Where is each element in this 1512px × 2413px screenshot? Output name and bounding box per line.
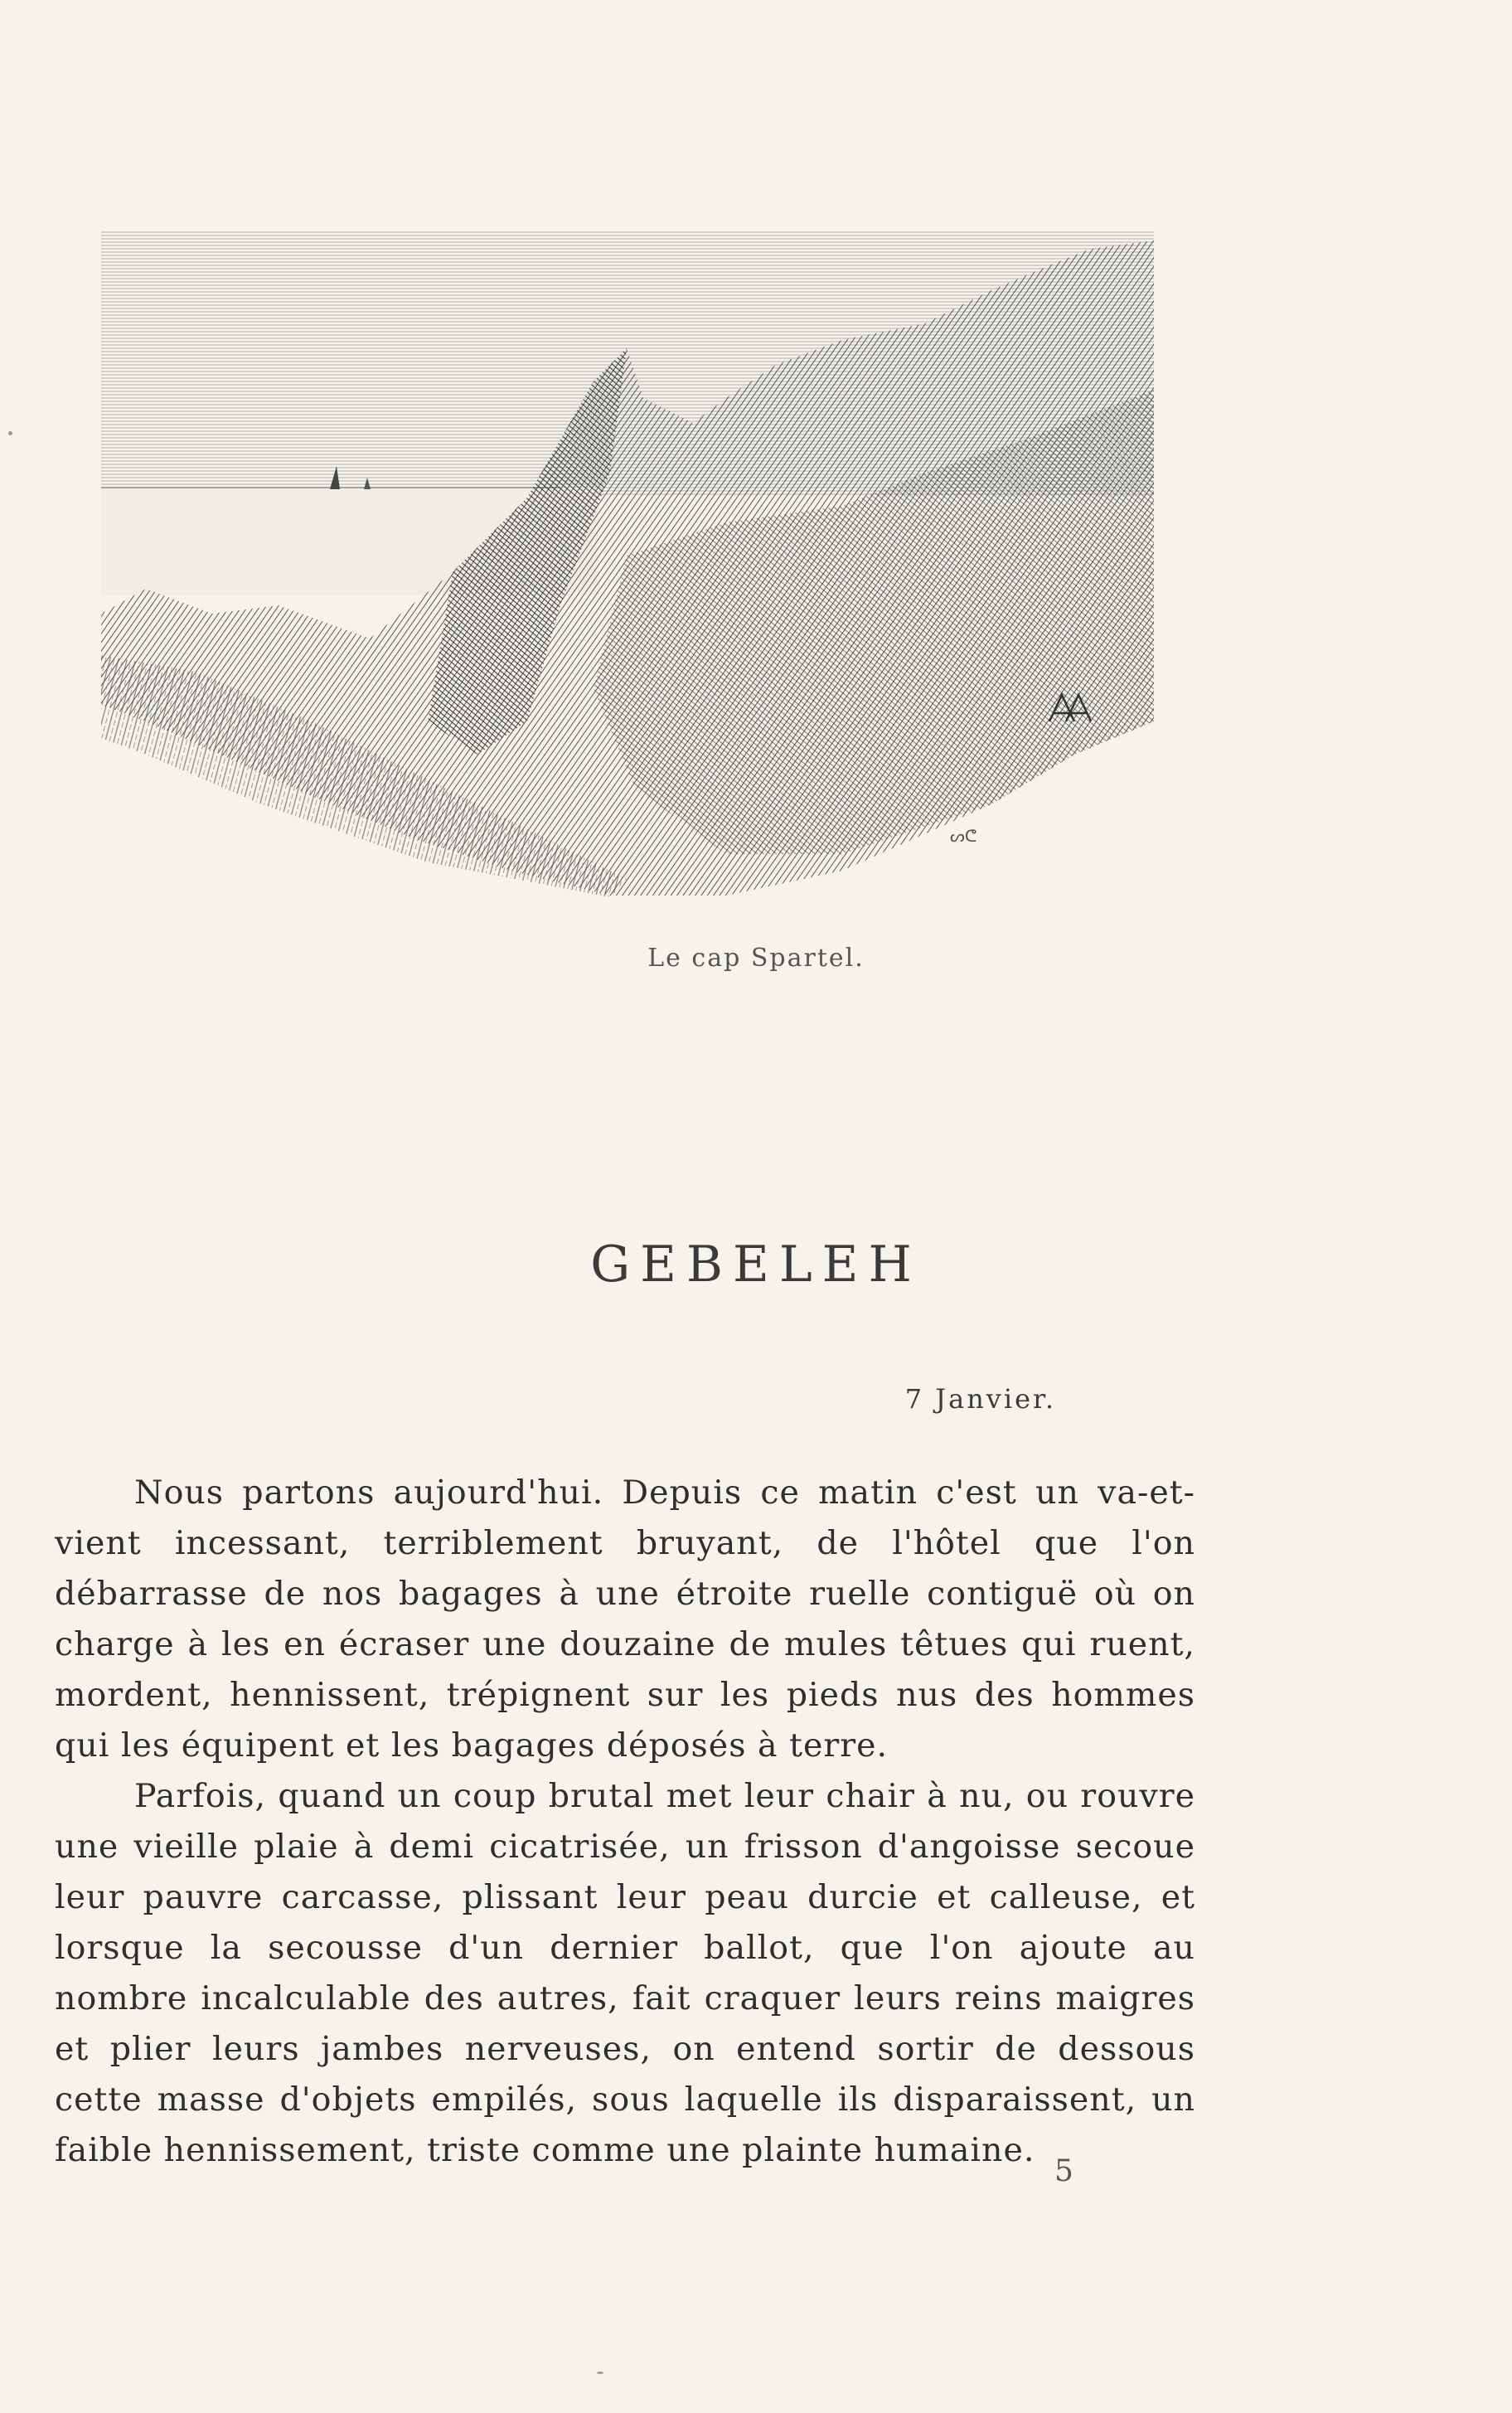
paragraph: Parfois, quand un coup brutal met leur chair à nu, ou rouvre une vieille plaie à demi cicatrisée, un frisson d'angoisse secoue leur pauvre carcasse, plissant leur peau durcie et calleuse, et lorsque la secousse d'un dernier ballot, que l'on ajoute au nombre incalculable des autres, fait craquer leurs reins maigres et plier leurs jambes nerveuses, on entend sortir de dessous cette masse d'objets empilés, sous laquelle ils disparaissent, un faible hennissement, triste comme une plainte humaine. bbox=[55, 1777, 1195, 2169]
chapter-title: GEBELEH bbox=[590, 1236, 922, 1294]
print-speck bbox=[597, 2372, 603, 2374]
paragraph: Nous partons aujourd'hui. Depuis ce matin c'est un va-et-vient incessant, terriblement bruyant, de l'hôtel que l'on débarrasse de nos bagages à une étroite ruelle contiguë où on charge à les en écraser une douzaine de mules têtues qui ruent, mordent, hennissent, trépignent sur les pieds nus des hommes qui les équipent et les bagages déposés à terre. bbox=[55, 1474, 1195, 1765]
page-number: 5 bbox=[1054, 2154, 1073, 2188]
svg-text:ᔕᕦ: ᔕᕦ bbox=[950, 826, 977, 846]
print-speck bbox=[8, 431, 12, 435]
illustration-caption: Le cap Spartel. bbox=[647, 944, 865, 973]
engraving-cap-spartel bbox=[96, 224, 1166, 904]
body-text bbox=[55, 1468, 1195, 2176]
entry-date: 7 Janvier. bbox=[904, 1383, 1056, 1415]
